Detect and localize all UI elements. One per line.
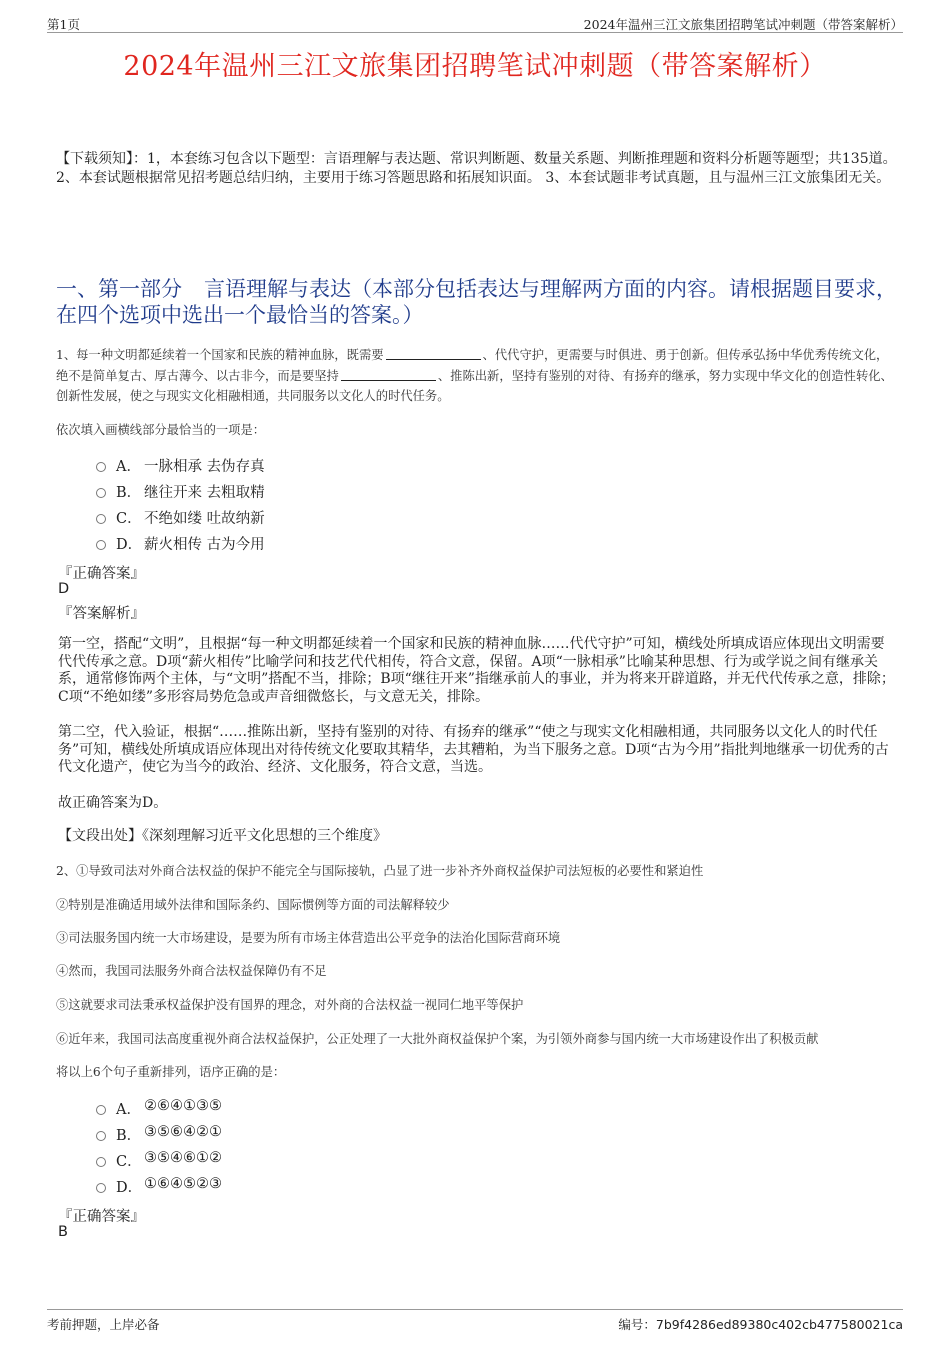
section-part: 一、第一部分 (56, 277, 182, 301)
page-number: 第1页 (47, 17, 80, 32)
doc-code-value: 7b9f4286ed89380c402cb477580021ca (655, 1317, 903, 1332)
footer-slogan: 考前押题，上岸必备 (47, 1317, 160, 1332)
section-heading (56, 276, 898, 328)
q1-stem-part-a: 1、每一种文明都延续着一个国家和民族的精神血脉，既需要 (56, 348, 384, 362)
radio-icon[interactable] (96, 540, 106, 550)
radio-icon[interactable] (96, 1183, 106, 1193)
page-header (47, 14, 903, 33)
q1-answer-label: 『正确答案』 (58, 566, 145, 582)
radio-icon[interactable] (96, 1157, 106, 1167)
page-footer (47, 1309, 903, 1330)
q1-source: 【文段出处】《深刻理解习近平文化思想的三个维度》 (58, 828, 387, 844)
q1-analysis-2: 第二空，代入验证，根据“……推陈出新，坚持有鉴别的对待、有扬弃的继承”“使之与现实文化相融相通，共同服务以文化人的时代任务”可知，横线处所填成语应体现出对待传统文化要取其精华，去其糟粕，为当下服务之意。D项“古为今用”指批判地继承一切优秀的古代文化遗产，使它为当今的政治、经济、文化服务，符合文意，当选。 (58, 724, 889, 775)
radio-icon[interactable] (96, 462, 106, 472)
blank-line (341, 368, 436, 381)
q2-answer: B (58, 1224, 68, 1240)
q2-sentence-5: ⑤这就要求司法秉承权益保护没有国界的理念，对外商的合法权益一视同仁地平等保护 (56, 998, 524, 1012)
radio-icon[interactable] (96, 1131, 106, 1141)
doc-code (618, 1315, 903, 1333)
radio-icon[interactable] (96, 514, 106, 524)
section-desc: 言语理解与表达（本部分包括表达与理解两方面的内容。请根据题目要求，在四个选项中选出一个最恰当的答案。） (56, 277, 897, 327)
q1-conclusion: 故正确答案为D。 (58, 795, 168, 811)
q1-answer: D (58, 581, 70, 597)
q2-prompt: 将以上6个句子重新排列，语序正确的是： (56, 1065, 286, 1079)
q2-sentence-4: ④然而，我国司法服务外商合法权益保障仍有不足 (56, 964, 327, 978)
q2-answer-label: 『正确答案』 (58, 1209, 145, 1225)
radio-icon[interactable] (96, 1105, 106, 1115)
question-1-stem (56, 345, 898, 407)
q2-sentence-3: ③司法服务国内统一大市场建设，是要为所有市场主体营造出公平竞争的法治化国际营商环境 (56, 931, 561, 945)
doc-code-label: 编号： (618, 1317, 656, 1332)
q1-stem-part-b: 、代代守护，更需要与时俱进、勇于创新。但传承弘扬中华优秀传统文化，绝不是简单复古、厚古薄今、以古非今，而是要坚持 (56, 348, 889, 383)
header-doc-title: 2024年温州三江文旅集团招聘笔试冲刺题（带答案解析） (583, 17, 903, 32)
q1-stem-part-c: 、推陈出新，坚持有鉴别的对待、有扬弃的继承，努力实现中华文化的创造性转化、创新性发展，使之与现实文化相融相通，共同服务以文化人的时代任务。 (56, 368, 893, 403)
blank-line (386, 347, 481, 360)
doc-title: 2024年温州三江文旅集团招聘笔试冲刺题（带答案解析） (123, 51, 827, 82)
q1-prompt: 依次填入画横线部分最恰当的一项是： (56, 423, 266, 437)
q2-sentence-2: ②特别是准确适用域外法律和国际条约、国际惯例等方面的司法解释较少 (56, 898, 450, 912)
radio-icon[interactable] (96, 488, 106, 498)
q2-sentence-1: 2、①导致司法对外商合法权益的保护不能完全与国际接轨，凸显了进一步补齐外商权益保护司法短板的必要性和紧迫性 (56, 864, 704, 878)
document-page: 第1页 2024年温州三江文旅集团招聘笔试冲刺题（带答案解析） 2024年温州三江文旅集团招聘笔试冲刺题（带答案解析） 【下载须知】：1，本套练习包含以下题型：言语理解与表达题、常识判断题、数量关系题、判断推理题和资料分析题等题型；共135道。 2、本套试题根据常见招考题总结归纳，主要用于练习答题思路和拓展知识面。 3、本套试题非考试真题，且与温州三江文旅集团无关。 一、第一部分 言语理解与表达（本部分包括表达与理解两方面的内容。请根据题目要求，在四个选项中选出一个最恰当的答案。） 1、每一种文明都延续着一个国家和民族的精神血脉，既需要 、代代守护，更需要与时俱进、勇于创新。但传承弘扬中华优秀传统文化，绝不是简单复古、厚古薄今、以古非今，而是要坚持 、推陈出新，坚持有鉴别的对待、有扬弃的继承，努力实现中华文化的创造性转化、创新性发展，使之与现实文化相融相通，共同服务以文化人的时代任务。 依次填入画横线部分最恰当的一项是： A． 一脉相承 去伪存真 B． 继往开来 去粗取精 C． 不绝如缕 吐故纳新 D． 薪火相传 古为今用 『正确答案』 D 『答案解析』 第一空，搭配“文明”，且根据“每一种文明都延续着一个国家和民族的精神血脉……代代守护”可知，横线处所填成语应体现出文明需要代代传承之意。D项“薪火相传”比喻学问和技艺代代相传，符合文意，保留。A项“一脉相承”比喻某种思想、行为或学说之间有继承关系，通常修饰两个主体，与“文明”搭配不当，排除；B项“继往开来”指继承前人的事业，并为将来开辟道路，并无代代传承之意，排除；C项“不绝如缕”多形容局势危急或声音细微悠长，与文意无关，排除。 第二空，代入验证，根据“……推陈出新，坚持有鉴别的对待、有扬弃的继承”“使之与现实文化相融相通，共同服务以文化人的时代任务”可知，横线处所填成语应体现出对待传统文化要取其精华，去其糟粕，为当下服务之意。D项“古为今用”指批判地继承一切优秀的古代文化遗产，使它为当今的政治、经济、文化服务，符合文意，当选。 故正确答案为D。 【文段出处】《深刻理解习近平文化思想的三个维度》 2、①导致司法对外商合法权益的保护不能完全与国际接轨，凸显了进一步补齐外商权益保护司法短板的必要性和紧迫性 ②特别是准确适用域外法律和国际条约、国际惯例等方面的司法解释较少 ③司法服务国内统一大市场建设，是要为所有市场主体营造出公平竞争的法治化国际营商环境 ④然而，我国司法服务外商合法权益保障仍有不足 ⑤这就要求司法秉承权益保护没有国界的理念，对外商的合法权益一视同仁地平等保护 ⑥近年来，我国司法高度重视外商合法权益保护，公正处理了一大批外商权益保护个案，为引领外商参与国内统一大市场建设作出了积极贡献 将以上6个句子重新排列，语序正确的是： A． ②⑥④①③⑤ B． ③⑤⑥④②① C． ③⑤④⑥①② D． ①⑥④⑤②③ 『正确答案』 B 考前押题，上岸必备 编号：7b9f4286ed89380c402cb477580021ca (0, 0, 950, 1345)
q2-sentence-6: ⑥近年来，我国司法高度重视外商合法权益保护，公正处理了一大批外商权益保护个案，为引领外商参与国内统一大市场建设作出了积极贡献 (56, 1032, 819, 1046)
q1-analysis-1: 第一空，搭配“文明”，且根据“每一种文明都延续着一个国家和民族的精神血脉……代代守护”可知，横线处所填成语应体现出文明需要代代传承之意。D项“薪火相传”比喻学问和技艺代代相传，符合文意，保留。A项“一脉相承”比喻某种思想、行为或学说之间有继承关系，通常修饰两个主体，与“文明”搭配不当，排除；B项“继往开来”指继承前人的事业，并为将来开辟道路，并无代代传承之意，排除；C项“不绝如缕”多形容局势危急或声音细微悠长，与文意无关，排除。 (58, 636, 895, 705)
q1-analysis-label: 『答案解析』 (58, 606, 145, 622)
download-notice: 【下载须知】：1，本套练习包含以下题型：言语理解与表达题、常识判断题、数量关系题、判断推理题和资料分析题等题型；共135道。 2、本套试题根据常见招考题总结归纳，主要用于练习答题思路和拓展知识面。 3、本套试题非考试真题，且与温州三江文旅集团无关。 (56, 151, 897, 186)
